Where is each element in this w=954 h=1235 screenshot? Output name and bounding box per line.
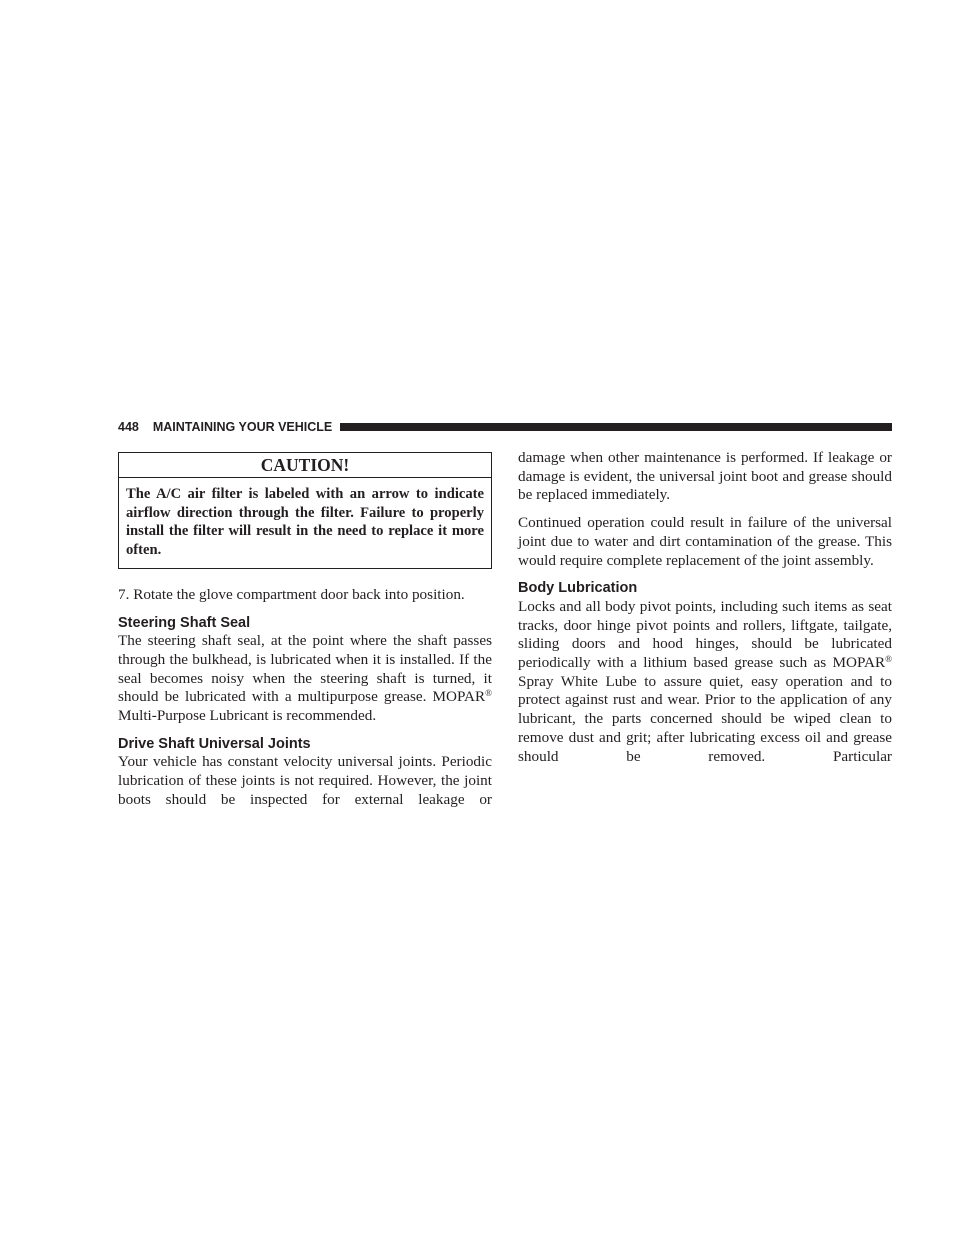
page-header (118, 419, 892, 435)
caution-box (118, 452, 492, 569)
left-column (118, 452, 492, 810)
step-7: 7. Rotate the glove compartment door back into position. (118, 585, 465, 603)
registered-mark: ® (485, 688, 492, 699)
body-lubrication-heading: Body Lubrication (518, 580, 638, 597)
right-column (518, 449, 892, 766)
steering-shaft-seal-text (118, 632, 492, 726)
registered-mark: ® (885, 654, 892, 665)
continued-text: damage when other maintenance is performed. If leakage or damage is evident, the universal joint boot and grease should be replaced immediately. (518, 449, 892, 504)
steering-text-a: The steering shaft seal, at the point where the shaft passes through the bulkhead, is lubricated when it is installed. If the seal becomes noisy when the steering shaft is turned, it should be lubricated with a multipurpose grease. MOPAR (118, 632, 492, 706)
caution-text: The A/C air filter is labeled with an arrow to indicate airflow direction through the filter. Failure to properly install the filter will result in the need to replace it more often. (126, 486, 484, 559)
drive-shaft-text: Your vehicle has constant velocity universal joints. Periodic lubrication of these joints is not required. However, the joint boots should be inspected for external leakage or (118, 753, 492, 808)
header-rule (340, 423, 892, 431)
body-text-a: Locks and all body pivot points, including such items as seat tracks, door hinge pivot points and rollers, liftgate, tailgate, sliding doors and hood hinges, should be lubricated periodically with a lithium based grease such as MOPAR (518, 597, 892, 672)
caution-title: CAUTION! (119, 453, 491, 478)
body-text-b: Spray White Lube to assure quiet, easy operation and to protect against rust and wear. Prior to the application of any lubricant, the parts concerned should be wiped clean to remove dust and grit; after lubricating excess oil and grease should be removed. Particular (518, 672, 892, 765)
drive-shaft-heading: Drive Shaft Universal Joints (118, 735, 311, 752)
body-lubrication-text (518, 598, 892, 766)
continued-operation-text: Continued operation could result in failure of the universal joint due to water and dirt contamination of the grease. This would require complete replacement of the joint assembly. (518, 514, 892, 569)
steering-text-b: Multi-Purpose Lubricant is recommended. (118, 707, 377, 725)
page-number: 448 (118, 420, 139, 434)
steering-shaft-seal-heading: Steering Shaft Seal (118, 614, 251, 631)
section-title: MAINTAINING YOUR VEHICLE (152, 420, 333, 434)
